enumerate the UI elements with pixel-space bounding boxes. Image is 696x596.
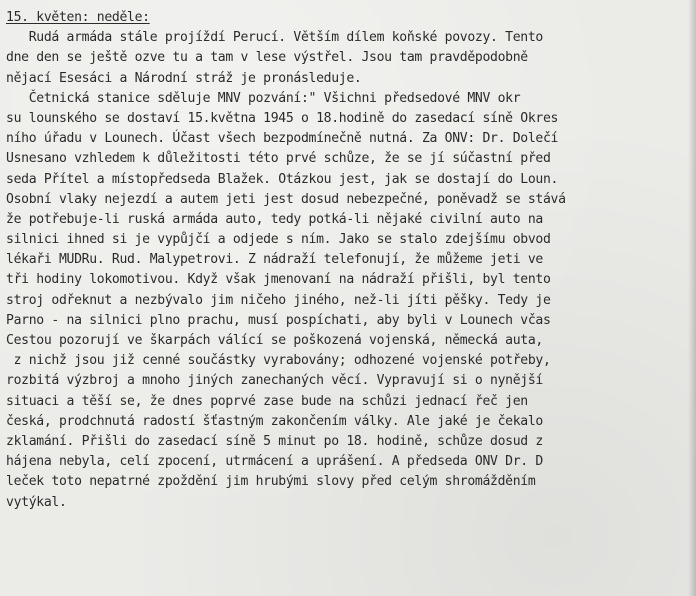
text-line: su lounského se dostaví 15.května 1945 o 18.hodině do zasedací síně Okres <box>6 110 559 126</box>
text-line: situaci a těší se, že dnes poprvé zase bude na schůzi jednací řeč jen <box>6 393 528 409</box>
text-line: nějací Esesáci a Národní stráž je pronásleduje. <box>6 70 362 86</box>
text-line: stroj odřeknut a nezbývalo jim ničeho jiného, než-li jíti pěšky. Tedy je <box>6 292 551 308</box>
text-line: Cestou pozorují ve škarpách válící se poškozená vojenská, německá auta, <box>6 333 543 348</box>
typewritten-text <box>6 8 690 513</box>
text-line: seda Přítel a místopředseda Blažek. Otázkou jest, jak se dostají do Loun. <box>6 171 559 187</box>
text-line: Četnická stanice sděluje MNV pozvání:" Všichni předsedové MNV okr <box>6 90 521 106</box>
heading-date: 15. květen: neděle: <box>6 10 150 25</box>
text-line: zklamání. Přišli do zasedací síně 5 minut po 18. hodině, schůze dosud z <box>6 433 543 449</box>
text-line: hájena nebyla, celí zpocení, utrmácení a uprášení. A předseda ONV Dr. D <box>6 454 543 470</box>
text-line: z nichž jsou již cenné součástky vyrabovány; odhozené vojenské potřeby, <box>6 353 551 369</box>
text-line: lékaři MUDRu. Rud. Malypetrovi. Z nádraží telefonují, že můžeme jeti ve <box>6 252 543 268</box>
text-line: rozbitá výzbroj a mnoho jiných zanechaných věcí. Vypravují si o nynější <box>6 373 543 389</box>
text-line: vytýkal. <box>6 494 67 510</box>
text-line: Rudá armáda stále projíždí Perucí. Větším dílem koňské povozy. Tento <box>6 30 543 46</box>
text-line: tři hodiny lokomotivou. Když však jmenovaní na nádraží přišli, byl tento <box>6 272 551 288</box>
text-line: silnici ihned si je vypůjčí a odjede s ním. Jako se stalo zdejšímu obvod <box>6 232 551 248</box>
text-line: dne den se ještě ozve tu a tam v lese výstřel. Jsou tam pravděpodobně <box>6 50 528 66</box>
text-line: Osobní vlaky nejezdí a autem jeti jest dosud nebezpečné, poněvadž se stává <box>6 191 566 207</box>
text-line: česká, prodchnutá radostí šťastným zakončením války. Ale jaké je čekalo <box>6 413 543 429</box>
text-line: Parno - na silnici plno prachu, musí pospíchati, aby byli v Lounech včas <box>6 312 551 328</box>
text-line: že potřebuje-li ruská armáda auto, tedy potká-li nějaké civilní auto na <box>6 211 543 227</box>
text-line: Usnesano vzhledem k důležitosti této prvé schůze, že se jí súčastní před <box>6 151 551 167</box>
text-line: ního úřadu v Lounech. Účast všech bezpodmínečně nutná. Za ONV: Dr. Dolečí <box>6 131 559 147</box>
text-line: leček toto nepatrné zpoždění jim hrubými slovy před celým shromážděním <box>6 474 536 490</box>
